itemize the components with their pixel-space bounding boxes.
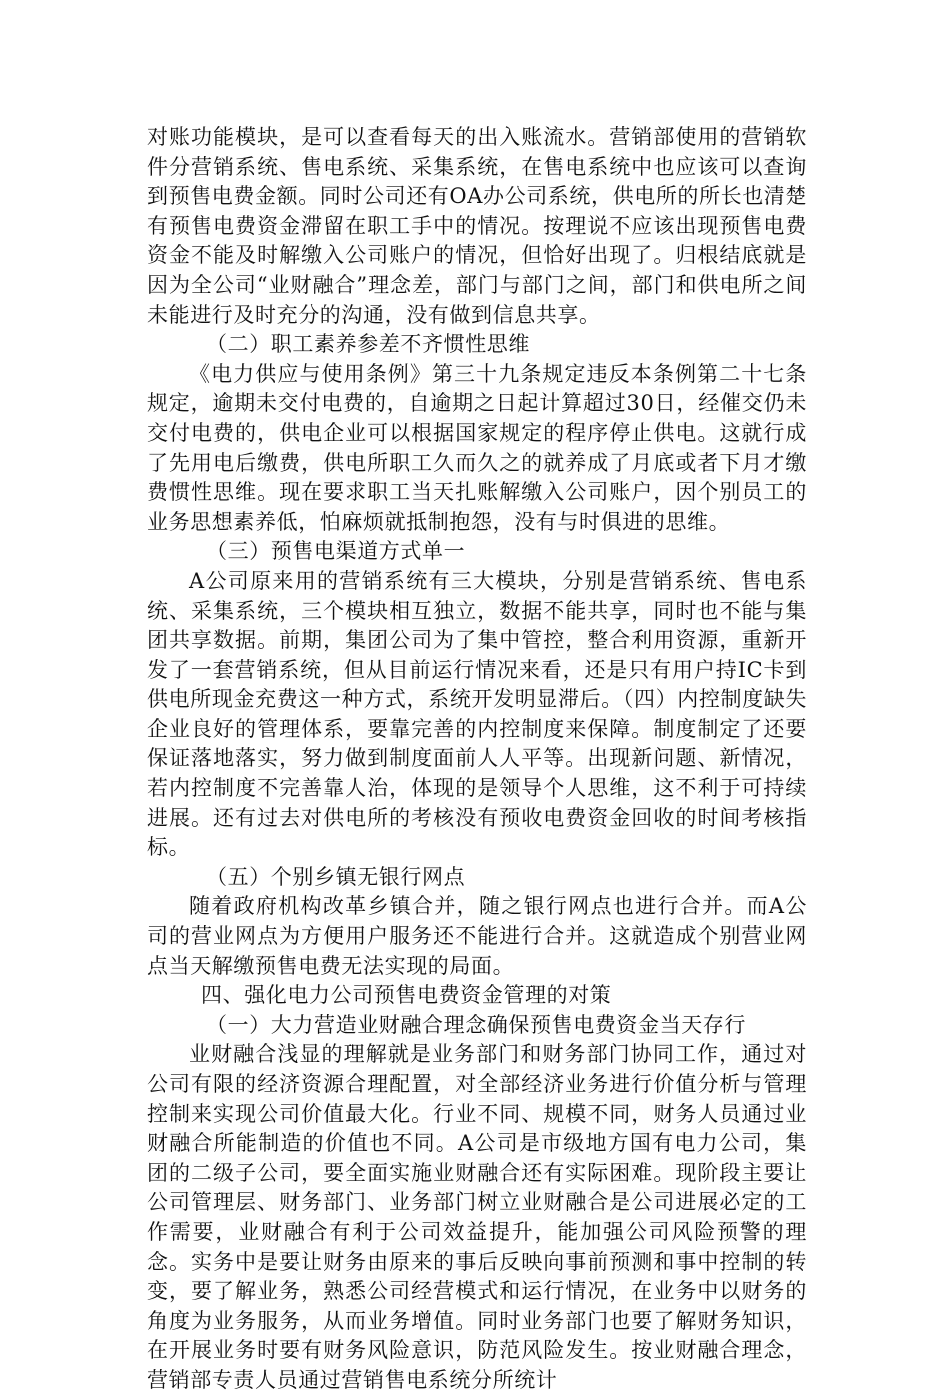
body-paragraph: A公司原来用的营销系统有三大模块，分别是营销系统、售电系统、采集系统，三个模块相互独立，数据不能共享，同时也不能与集团共享数据。前期，集团公司为了集中管控，整合利用资源，重新开发了一套营销系统，但从目前运行情况来看，还是只有用户持IC卡到供电所现金充费这一种方式，系统开发明显滞后。（四）内控制度缺失企业良好的管理体系，要靠完善的内控制度来保障。制度制定了还要保证落地落实，努力做到制度面前人人平等。出现新问题、新情况，若内控制度不完善靠人治，体现的是领导个人思维，这不利于可持续进展。还有过去对供电所的考核没有预收电费资金回收的时间考核指标。 (147, 568, 807, 860)
document-body (147, 123, 807, 1396)
body-paragraph: 对账功能模块，是可以查看每天的出入账流水。营销部使用的营销软件分营销系统、售电系统、采集系统，在售电系统中也应该可以查询到预售电费金额。同时公司还有OA办公司系统，供电所的所长也清楚有预售电费资金滞留在职工手中的情况。按理说不应该出现预售电费资金不能及时解缴入公司账户的情况，但恰好出现了。归根结底就是因为全公司“业财融合”理念差，部门与部门之间，部门和供电所之间未能进行及时充分的沟通，没有做到信息共享。 (147, 125, 807, 327)
body-paragraph: 随着政府机构改革乡镇合并，随之银行网点也进行合并。而A公司的营业网点为方便用户服务还不能进行合并。这就造成个别营业网点当天解缴预售电费无法实现的局面。 (147, 894, 807, 978)
body-paragraph: 《电力供应与使用条例》第三十九条规定违反本条例第二十七条规定，逾期未交付电费的，自逾期之日起计算超过30日，经催交仍未交付电费的，供电企业可以根据国家规定的程序停止供电。这就行成了先用电后缴费，供电所职工久而久之的就养成了月底或者下月才缴费惯性思维。现在要求职工当天扎账解缴入公司账户，因个别员工的业务思想素养低，怕麻烦就抵制抱怨，没有与时俱进的思维。 (147, 361, 807, 534)
section-heading: （一）大力营造业财融合理念确保预售电费资金当天存行 (206, 1012, 746, 1037)
chapter-heading: 四、强化电力公司预售电费资金管理的对策 (201, 983, 612, 1008)
section-heading: （五）个别乡镇无银行网点 (206, 864, 466, 889)
section-heading: （二）职工素养参差不齐惯性思维 (206, 332, 530, 357)
section-heading: （三）预售电渠道方式单一 (206, 539, 466, 564)
body-paragraph: 业财融合浅显的理解就是业务部门和财务部门协同工作，通过对公司有限的经济资源合理配置，对全部经济业务进行价值分析与管理控制来实现公司价值最大化。行业不同、规模不同，财务人员通过业财融合所能制造的价值也不同。A公司是市级地方国有电力公司，集团的二级子公司，要全面实施业财融合还有实际困难。现阶段主要让公司管理层、财务部门、业务部门树立业财融合是公司进展必定的工作需要，业财融合有利于公司效益提升，能加强公司风险预警的理念。实务中是要让财务由原来的事后反映向事前预测和事中控制的转变，要了解业务，熟悉公司经营模式和运行情况，在业务中以财务的角度为业务服务，从而业务增值。同时业务部门也要了解财务知识，在开展业务时要有财务风险意识，防范风险发生。按业财融合理念，营销部专责人员通过营销售电系统分所统计 (147, 1042, 807, 1392)
